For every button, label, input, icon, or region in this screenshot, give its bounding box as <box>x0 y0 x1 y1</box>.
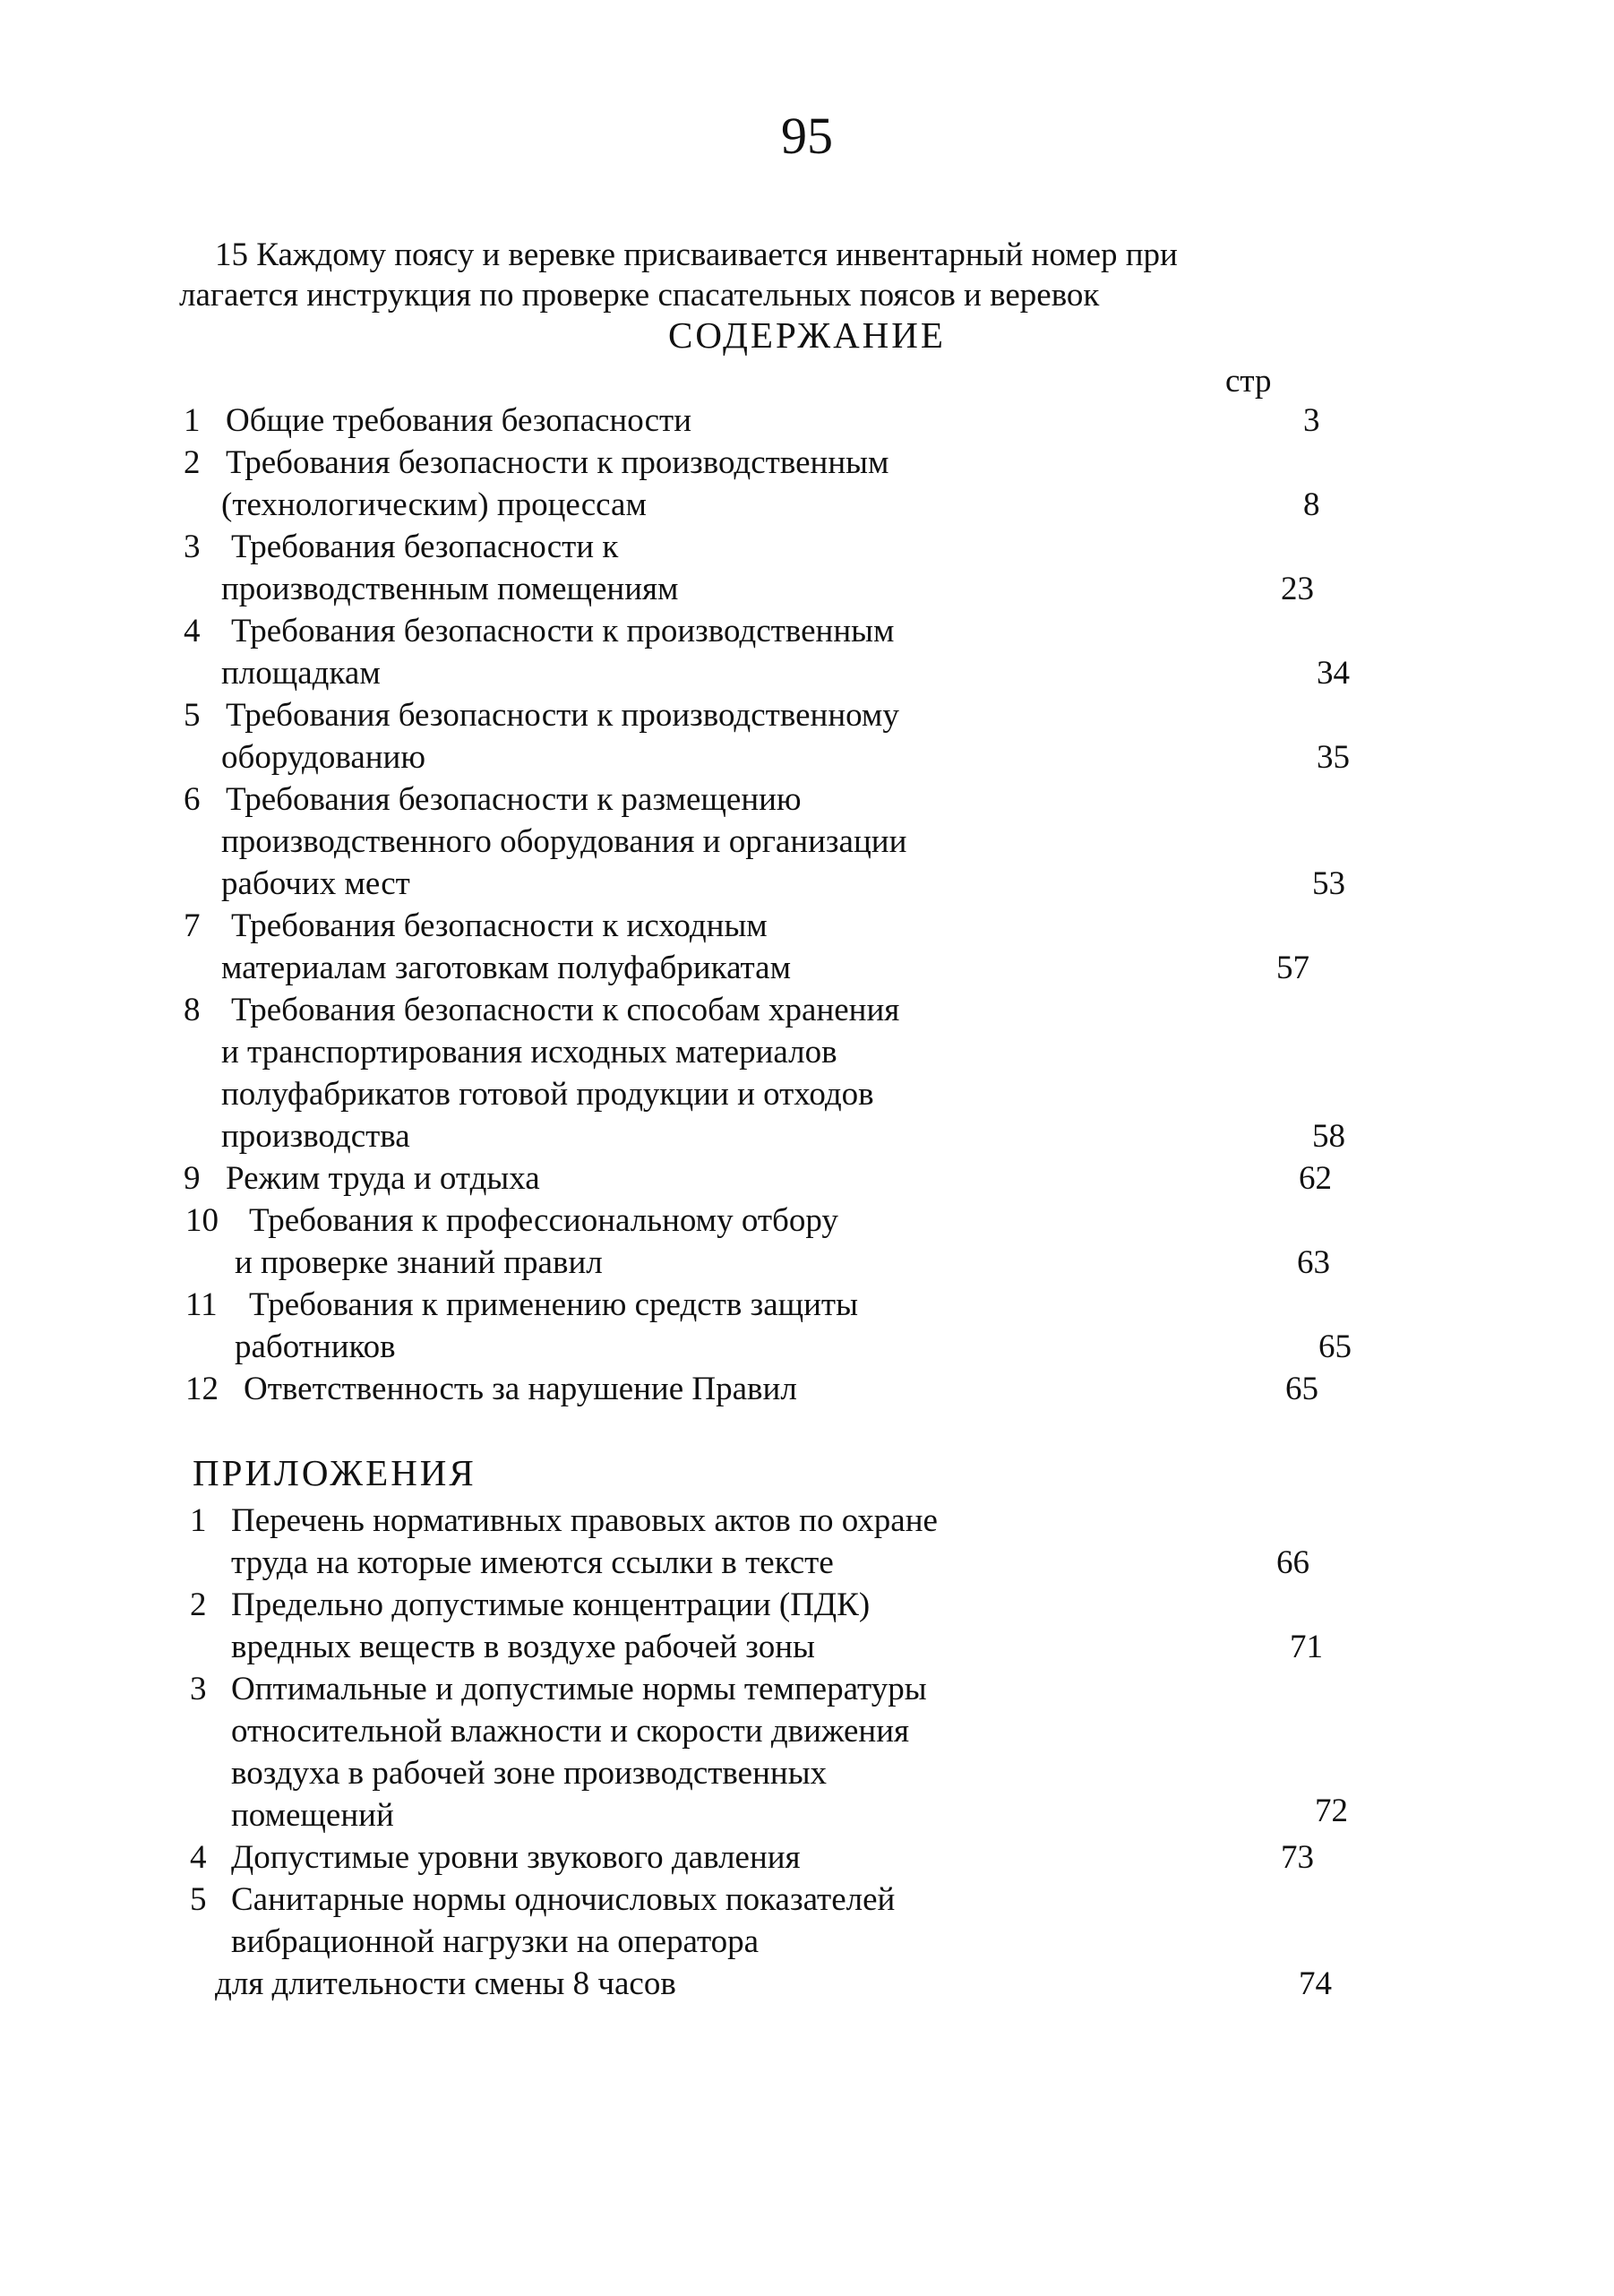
toc-entry-number: 1 <box>184 402 201 439</box>
toc-entry-text: Требования безопасности к размещению <box>226 781 802 818</box>
appendix-entry-text: Предельно допустимые концентрации (ПДК) <box>231 1587 871 1623</box>
appendix-entry-number: 5 <box>190 1881 207 1918</box>
toc-entry-text: оборудованию <box>221 739 425 776</box>
toc-entry-text: полуфабрикатов готовой продукции и отходов <box>221 1076 874 1113</box>
appendix-heading: ПРИЛОЖЕНИЯ <box>193 1452 476 1493</box>
appendix-entry-page: 72 <box>1315 1793 1348 1829</box>
toc-entry-text: Требования безопасности к способам хранения <box>231 992 900 1028</box>
appendix-entry-page: 71 <box>1290 1629 1323 1665</box>
appendix-entry-number: 2 <box>190 1587 207 1623</box>
toc-entry-number: 3 <box>184 529 201 565</box>
toc-entry-number: 2 <box>184 444 201 481</box>
appendix-entry-page: 73 <box>1281 1839 1314 1876</box>
toc-entry-page: 65 <box>1285 1371 1318 1407</box>
toc-entry-number: 6 <box>184 781 201 818</box>
toc-entry-number: 10 <box>185 1202 219 1239</box>
toc-entry-text: рабочих мест <box>221 865 410 902</box>
page-column-label: стр <box>1225 363 1272 400</box>
appendix-entry-text: помещений <box>231 1797 394 1834</box>
toc-entry-page: 62 <box>1299 1160 1332 1197</box>
toc-entry-number: 7 <box>184 907 201 944</box>
toc-entry-page: 65 <box>1318 1329 1352 1365</box>
appendix-entry-text: Санитарные нормы одночисловых показателей <box>231 1881 896 1918</box>
toc-entry-text: и транспортирования исходных материалов <box>221 1034 837 1071</box>
toc-entry-page: 63 <box>1297 1244 1330 1281</box>
toc-entry-text: производственного оборудования и организации <box>221 823 907 860</box>
appendix-entry-number: 4 <box>190 1839 207 1876</box>
appendix-entry-text: относительной влажности и скорости движения <box>231 1713 910 1750</box>
toc-entry-page: 57 <box>1276 950 1309 986</box>
toc-entry-text: Требования безопасности к производственным <box>226 444 889 481</box>
appendix-entry-text: Оптимальные и допустимые нормы температуры <box>231 1671 927 1707</box>
toc-entry-number: 9 <box>184 1160 201 1197</box>
toc-entry-number: 5 <box>184 697 201 734</box>
toc-entry-text: производственным помещениям <box>221 571 679 607</box>
toc-entry-text: Режим труда и отдыха <box>226 1160 540 1197</box>
toc-entry-page: 53 <box>1312 865 1345 902</box>
appendix-entry-text: для длительности смены 8 часов <box>215 1965 676 2002</box>
toc-entry-text: Ответственность за нарушение Правил <box>244 1371 797 1407</box>
appendix-entry-text: Допустимые уровни звукового давления <box>231 1839 801 1876</box>
toc-entry-number: 12 <box>185 1371 219 1407</box>
toc-entry-text: Требования к профессиональному отбору <box>249 1202 838 1239</box>
toc-entry-text: (технологическим) процессам <box>221 486 647 523</box>
toc-entry-text: Требования к применению средств защиты <box>249 1286 858 1323</box>
toc-entry-page: 58 <box>1312 1118 1345 1155</box>
toc-entry-text: и проверке знаний правил <box>235 1244 603 1281</box>
toc-entry-text: материалам заготовкам полуфабрикатам <box>221 950 791 986</box>
intro-line-1: 15 Каждому поясу и веревке присваивается инвентарный номер при <box>215 236 1178 273</box>
appendix-entry-page: 74 <box>1299 1965 1332 2002</box>
toc-entry-text: Требования безопасности к <box>231 529 619 565</box>
toc-entry-page: 34 <box>1317 655 1350 692</box>
appendix-entry-text: труда на которые имеются ссылки в тексте <box>231 1544 834 1581</box>
toc-entry-text: Требования безопасности к производственному <box>226 697 899 734</box>
toc-entry-page: 3 <box>1303 402 1320 439</box>
toc-entry-page: 23 <box>1281 571 1314 607</box>
toc-entry-number: 8 <box>184 992 201 1028</box>
toc-heading: СОДЕРЖАНИЕ <box>668 314 946 356</box>
toc-entry-text: Требования безопасности к производственным <box>231 613 895 649</box>
appendix-entry-number: 1 <box>190 1502 207 1539</box>
toc-entry-page: 35 <box>1317 739 1350 776</box>
appendix-entry-text: вибрационной нагрузки на оператора <box>231 1923 760 1960</box>
appendix-entry-text: воздуха в рабочей зоне производственных <box>231 1755 828 1792</box>
appendix-entry-page: 66 <box>1276 1544 1309 1581</box>
appendix-entry-text: Перечень нормативных правовых актов по охране <box>231 1502 938 1539</box>
toc-entry-text: площадкам <box>221 655 381 692</box>
toc-entry-page: 8 <box>1303 486 1320 523</box>
toc-entry-text: Общие требования безопасности <box>226 402 692 439</box>
toc-entry-text: производства <box>221 1118 410 1155</box>
appendix-entry-number: 3 <box>190 1671 207 1707</box>
toc-entry-text: работников <box>235 1329 396 1365</box>
appendix-entry-text: вредных веществ в воздухе рабочей зоны <box>231 1629 815 1665</box>
page-number: 95 <box>781 107 833 165</box>
toc-entry-number: 11 <box>185 1286 218 1323</box>
toc-entry-text: Требования безопасности к исходным <box>231 907 768 944</box>
intro-line-2: лагается инструкция по проверке спасательных поясов и веревок <box>179 277 1100 314</box>
toc-entry-number: 4 <box>184 613 201 649</box>
